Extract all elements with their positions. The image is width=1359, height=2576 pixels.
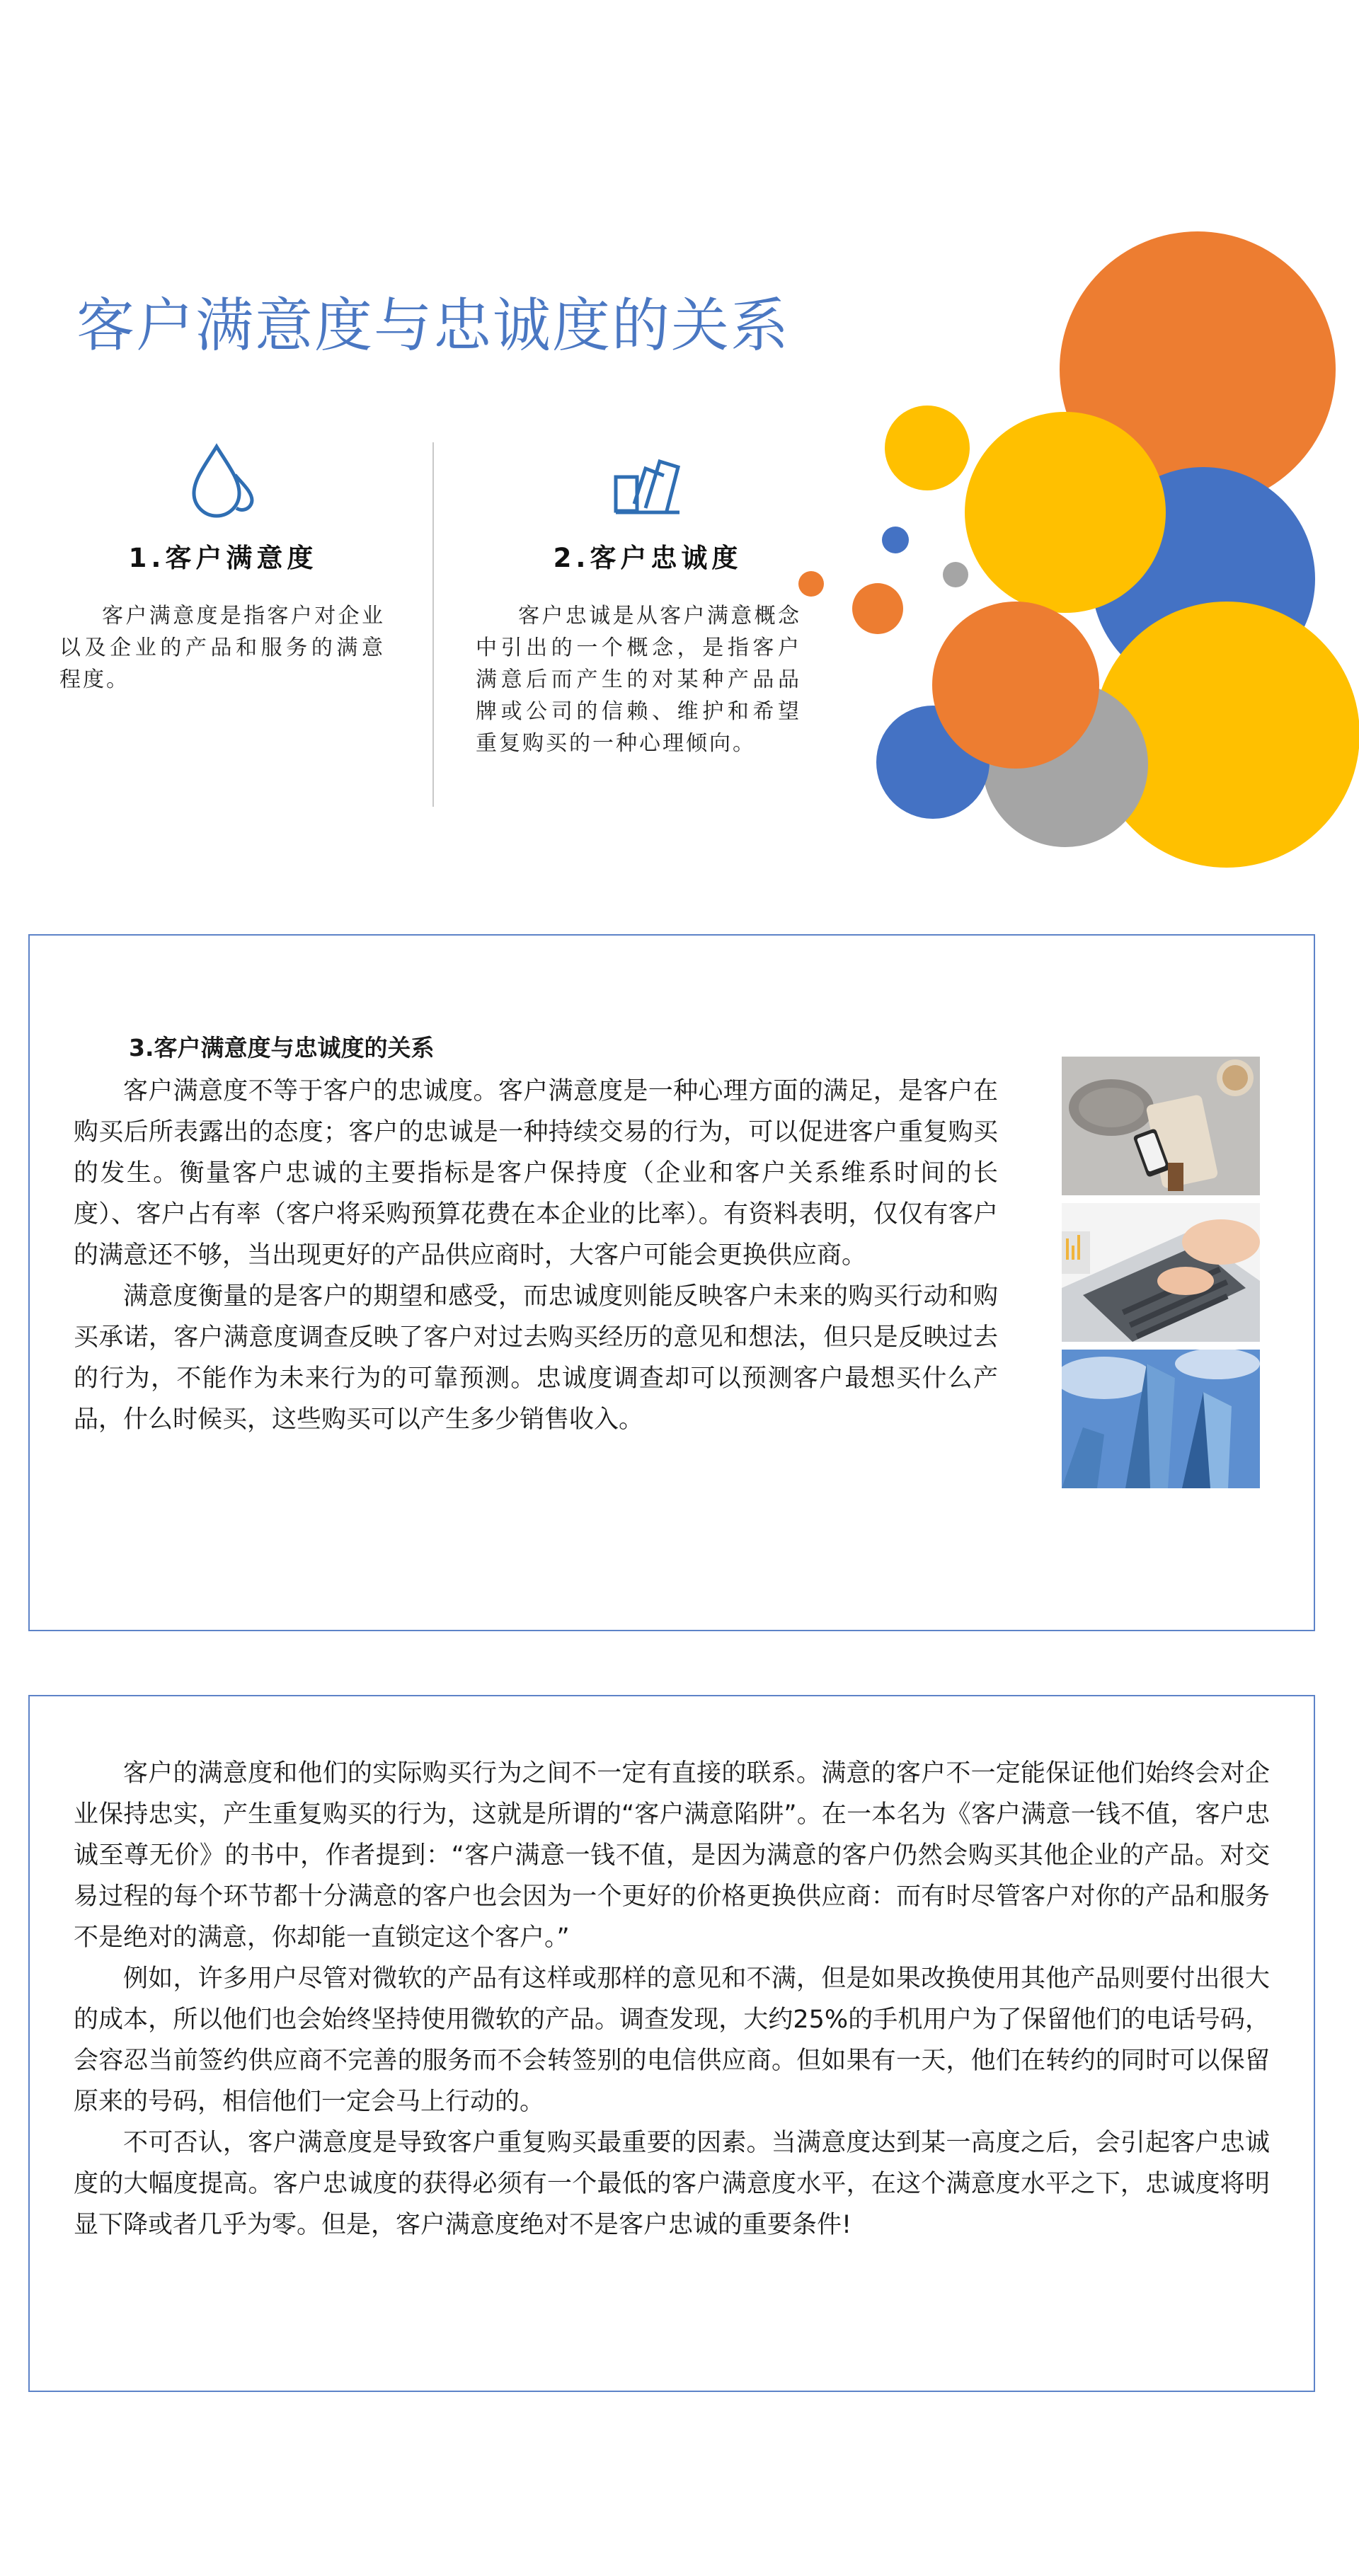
section-4-body xyxy=(74,1753,1270,2246)
water-drop-icon xyxy=(190,442,258,520)
desk-accessories-photo xyxy=(1062,1057,1260,1195)
bubble-blue-tiny xyxy=(882,527,909,553)
bubble-yellow-large xyxy=(1094,602,1359,868)
laptop-typing-photo xyxy=(1062,1203,1260,1342)
color-swatch-icon xyxy=(613,453,682,515)
bubble-orange-medium xyxy=(932,602,1099,769)
bubble-gray-medium xyxy=(982,682,1148,847)
section-4-paragraph: 例如，许多用户尽管对微软的产品有这样或那样的意见和不满，但是如果改换使用其他产品则要付出很大的成本，所以他们也会始终坚持使用微软的产品。调查发现，大约25%的手机用户为了保留他们的电话号码，会容忍当前签约供应商不完善的服务而不会转签别的电信供应商。但如果有一天，他们在转约的同时可以保留原来的号码，相信他们一定会马上行动的。 xyxy=(74,1965,1270,2116)
bubble-gray-tiny xyxy=(943,562,968,587)
bubble-orange-tiny xyxy=(798,571,824,597)
bubble-orange-small xyxy=(852,583,903,634)
feature-1-title: 1.客户满意度 xyxy=(128,543,318,573)
skyscraper-photo xyxy=(1062,1350,1260,1488)
bubble-blue-large xyxy=(1091,467,1315,691)
section-3-body xyxy=(74,1071,998,1440)
section-3-paragraph: 客户满意度不等于客户的忠诚度。客户满意度是一种心理方面的满足，是客户在购买后所表露出的态度；客户的忠诚是一种持续交易的行为，可以促进客户重复购买的发生。衡量客户忠诚的主要指标是客户保持度（企业和客户关系维系时间的长度）、客户占有率（客户将采购预算花费在本企业的比率）。有资料表明，仅仅有客户的满意还不够，当出现更好的产品供应商时，大客户可能会更换供应商。 xyxy=(74,1077,998,1270)
section-3-title: 3.客户满意度与忠诚度的关系 xyxy=(129,1034,435,1062)
bubble-yellow-medium xyxy=(965,412,1166,613)
feature-divider xyxy=(432,442,434,807)
page-title: 客户满意度与忠诚度的关系 xyxy=(76,292,791,360)
bubble-orange-large xyxy=(1060,231,1336,507)
feature-2-title: 2.客户忠诚度 xyxy=(553,543,742,573)
bubble-yellow-small xyxy=(885,406,970,490)
section-4-paragraph: 客户的满意度和他们的实际购买行为之间不一定有直接的联系。满意的客户不一定能保证他们始终会对企业保持忠实，产生重复购买的行为，这就是所谓的“客户满意陷阱”。在一本名为《客户满意一钱不值，客户忠诚至尊无价》的书中，作者提到：“客户满意一钱不值，是因为满意的客户仍然会购买其他企业的产品。对交易过程的每个环节都十分满意的客户也会因为一个更好的价格更换供应商：而有时尽管客户对你的产品和服务不是绝对的满意，你却能一直锁定这个客户。” xyxy=(74,1759,1270,1952)
section-4-paragraph: 不可否认，客户满意度是导致客户重复购买最重要的因素。当满意度达到某一高度之后，会引起客户忠诚度的大幅度提高。客户忠诚度的获得必须有一个最低的客户满意度水平，在这个满意度水平之下，忠诚度将明显下降或者几乎为零。但是，客户满意度绝对不是客户忠诚的重要条件! xyxy=(74,2129,1270,2239)
bubble-blue-small xyxy=(876,706,990,819)
feature-1-text: 客户满意度是指客户对企业以及企业的产品和服务的满意程度。 xyxy=(59,604,385,692)
section-3-paragraph: 满意度衡量的是客户的期望和感受，而忠诚度则能反映客户未来的购买行动和购买承诺，客户满意度调查反映了客户对过去购买经历的意见和想法，但只是反映过去的行为，不能作为未来行为的可靠预测。忠诚度调查却可以预测客户最想买什么产品，什么时候买，这些购买可以产生多少销售收入。 xyxy=(74,1282,998,1434)
feature-2-text: 客户忠诚是从客户满意概念中引出的一个概念，是指客户满意后而产生的对某种产品品牌或公司的信赖、维护和希望重复购买的一种心理倾向。 xyxy=(476,604,801,756)
